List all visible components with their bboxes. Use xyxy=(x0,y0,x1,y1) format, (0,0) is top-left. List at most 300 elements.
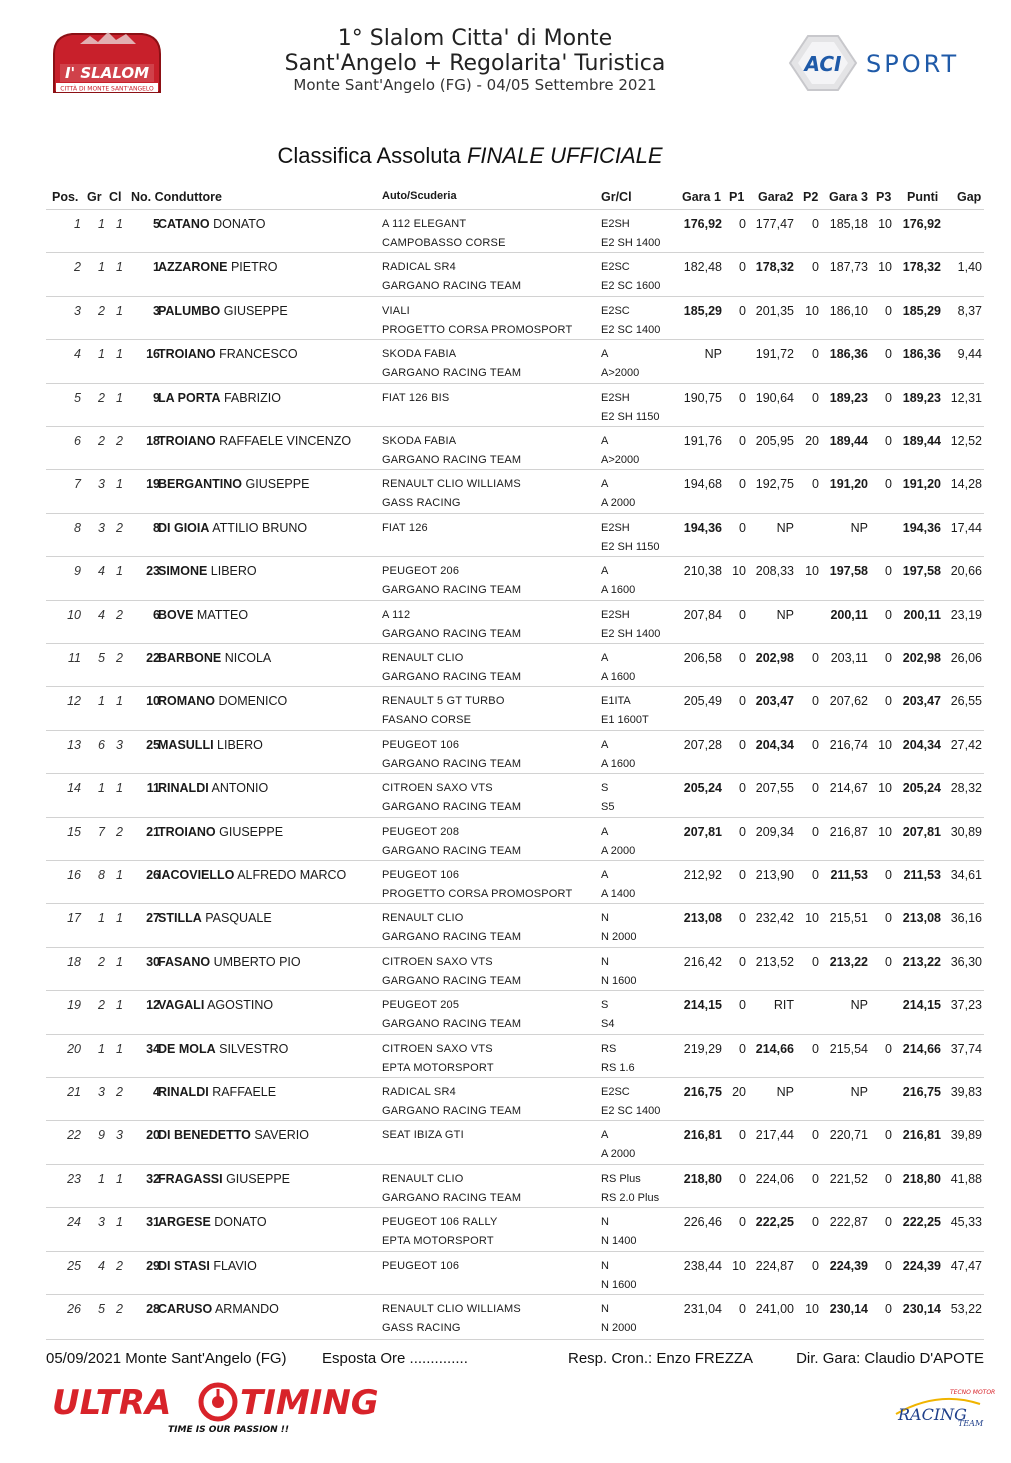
p2-cell: 0 xyxy=(812,1041,819,1056)
p3-cell: 0 xyxy=(885,303,892,318)
driver-surname: TROIANO xyxy=(158,347,216,362)
table-row xyxy=(46,209,984,253)
team-cell: FASANO CORSE xyxy=(382,714,472,727)
driver-firstname: GIUSEPPE xyxy=(226,1171,290,1186)
gap-cell: 37,74 xyxy=(950,1041,982,1056)
driver-cell xyxy=(158,608,248,622)
group-cell: S xyxy=(601,782,609,795)
race-number-cell: 27 xyxy=(146,911,160,926)
gara2-cell: 232,42 xyxy=(755,911,794,926)
group-cell: N xyxy=(601,912,609,925)
pos-cell: 21 xyxy=(67,1085,81,1099)
pos-cell: 14 xyxy=(67,781,81,796)
car-cell: PEUGEOT 106 xyxy=(382,869,460,881)
group-rank-cell: 5 xyxy=(98,1302,105,1316)
table-row xyxy=(46,817,984,861)
table-row xyxy=(46,990,984,1034)
gara3-cell: 216,74 xyxy=(829,737,868,752)
p2-cell: 0 xyxy=(812,347,819,362)
race-number-cell: 30 xyxy=(146,954,160,969)
gara3-cell: 185,18 xyxy=(829,217,868,231)
p3-cell: 0 xyxy=(885,390,892,405)
driver-cell xyxy=(158,955,301,969)
pos-cell: 25 xyxy=(67,1258,81,1273)
gara2-cell: 214,66 xyxy=(755,1041,794,1056)
car-cell: PEUGEOT 206 xyxy=(382,565,460,578)
class-rank-cell: 1 xyxy=(116,694,123,709)
gara1-cell: 185,29 xyxy=(683,303,722,318)
gara3-cell: 187,73 xyxy=(829,260,868,275)
class-cell: A>2000 xyxy=(601,367,640,380)
class-cell: A 1600 xyxy=(601,757,636,770)
team-cell: GARGANO RACING TEAM xyxy=(382,627,522,640)
group-rank-cell: 1 xyxy=(98,1171,105,1186)
driver-surname: ARGESE xyxy=(158,1215,211,1230)
pos-cell: 2 xyxy=(74,260,81,275)
class-rank-cell: 2 xyxy=(116,1085,123,1099)
gara1-cell: 194,36 xyxy=(683,520,722,535)
driver-cell xyxy=(158,738,263,752)
driver-firstname: SILVESTRO xyxy=(219,1041,289,1056)
points-cell: 191,20 xyxy=(902,477,941,492)
car-cell: RENAULT CLIO WILLIAMS xyxy=(382,1303,521,1315)
class-rank-cell: 2 xyxy=(116,1302,123,1316)
table-row xyxy=(46,1077,984,1121)
driver-surname: LA PORTA xyxy=(158,390,221,405)
gap-cell: 41,88 xyxy=(950,1171,982,1186)
p2-cell: 0 xyxy=(812,217,819,231)
ultra-text: ULTRA xyxy=(52,1383,172,1423)
group-rank-cell: 3 xyxy=(98,1085,105,1099)
gara2-cell: 213,90 xyxy=(755,868,794,882)
col-gara1: Gara 1 xyxy=(682,190,721,204)
driver-firstname: DONATO xyxy=(213,217,266,231)
driver-cell xyxy=(158,998,273,1012)
p3-cell: 0 xyxy=(885,1171,892,1186)
driver-cell xyxy=(158,1215,267,1229)
points-cell: 202,98 xyxy=(902,651,941,665)
pos-cell: 5 xyxy=(74,390,81,405)
table-header xyxy=(0,190,1011,208)
points-cell: 185,29 xyxy=(902,303,941,318)
driver-firstname: GIUSEPPE xyxy=(223,303,288,318)
p3-cell: 0 xyxy=(885,434,892,448)
p2-cell: 0 xyxy=(812,260,819,275)
ultra-tagline: TIME IS OUR PASSION !! xyxy=(168,1425,289,1435)
team-cell: PROGETTO CORSA PROMOSPORT xyxy=(382,323,573,336)
class-cell: A>2000 xyxy=(601,454,640,466)
gara2-cell: 192,75 xyxy=(755,477,794,492)
col-cl: Cl xyxy=(109,190,122,204)
p2-cell: 20 xyxy=(805,434,819,448)
slalom-logo-text: I' SLALOM xyxy=(64,64,150,82)
p3-cell: 0 xyxy=(885,954,892,969)
driver-firstname: LIBERO xyxy=(217,737,263,752)
race-number-cell: 26 xyxy=(146,868,160,882)
group-cell: A xyxy=(601,825,609,838)
class-rank-cell: 1 xyxy=(116,954,123,969)
driver-surname: PALUMBO xyxy=(158,303,221,318)
driver-cell xyxy=(158,217,265,231)
group-cell: E2SH xyxy=(601,521,630,534)
p1-cell: 0 xyxy=(739,434,746,448)
class-rank-cell: 1 xyxy=(116,217,123,231)
gara2-cell: 191,72 xyxy=(755,347,794,362)
gara2-cell: 177,47 xyxy=(755,217,794,231)
class-cell: S5 xyxy=(601,801,615,814)
team-cell: GARGANO RACING TEAM xyxy=(382,757,522,770)
car-cell: A 112 ELEGANT xyxy=(382,218,467,230)
class-cell: E2 SH 1150 xyxy=(601,540,660,553)
p2-cell: 0 xyxy=(812,651,819,665)
p1-cell: 0 xyxy=(739,954,746,969)
driver-cell xyxy=(158,477,309,491)
driver-cell xyxy=(158,694,287,708)
driver-cell xyxy=(158,564,257,578)
p1-cell: 0 xyxy=(739,1302,746,1316)
p2-cell: 10 xyxy=(805,1302,819,1316)
gap-cell: 34,61 xyxy=(950,868,982,882)
table-row xyxy=(46,947,984,991)
car-cell: RENAULT CLIO xyxy=(382,912,464,925)
driver-surname: TROIANO xyxy=(158,824,216,839)
p1-cell: 0 xyxy=(739,998,746,1013)
race-number-cell: 32 xyxy=(146,1171,160,1186)
driver-surname: IACOVIELLO xyxy=(158,868,235,882)
points-cell: 224,39 xyxy=(902,1258,941,1273)
p1-cell: 0 xyxy=(739,1171,746,1186)
gara3-cell: 216,87 xyxy=(829,824,868,839)
gara1-cell: 190,75 xyxy=(683,390,722,405)
car-cell: RENAULT 5 GT TURBO xyxy=(382,695,505,708)
car-cell: FIAT 126 xyxy=(382,521,428,534)
group-rank-cell: 9 xyxy=(98,1128,105,1143)
group-rank-cell: 1 xyxy=(98,217,105,231)
driver-cell xyxy=(158,1042,288,1056)
p2-cell: 0 xyxy=(812,477,819,492)
slalom-logo xyxy=(50,28,164,96)
gap-cell: 27,42 xyxy=(950,737,982,752)
p3-cell: 0 xyxy=(885,477,892,492)
pos-cell: 20 xyxy=(67,1041,81,1056)
driver-surname: MASULLI xyxy=(158,737,214,752)
gara2-cell: 207,55 xyxy=(755,781,794,796)
points-cell: 194,36 xyxy=(902,520,941,535)
pos-cell: 24 xyxy=(67,1215,81,1230)
points-cell: 222,25 xyxy=(902,1215,941,1230)
car-cell: RADICAL SR4 xyxy=(382,1086,456,1098)
class-cell: E2 SH 1400 xyxy=(601,627,661,640)
race-number-cell: 3 xyxy=(153,303,160,318)
col-pos: Pos. xyxy=(52,190,79,204)
gara1-cell: 207,84 xyxy=(683,607,722,622)
team-cell: GARGANO RACING TEAM xyxy=(382,1018,522,1031)
group-cell: N xyxy=(601,1216,609,1229)
gara2-cell: 224,87 xyxy=(755,1258,794,1273)
team-cell: PROGETTO CORSA PROMOSPORT xyxy=(382,888,573,900)
p3-cell: 10 xyxy=(878,781,892,796)
p3-cell: 0 xyxy=(885,1215,892,1230)
group-rank-cell: 6 xyxy=(98,737,105,752)
driver-firstname: PIETRO xyxy=(230,260,278,275)
class-cell: E2 SC 1600 xyxy=(601,280,661,293)
car-cell: PEUGEOT 106 xyxy=(382,738,460,751)
driver-cell xyxy=(158,1085,276,1099)
car-cell: RADICAL SR4 xyxy=(382,261,456,274)
driver-surname: BERGANTINO xyxy=(158,477,243,492)
pos-cell: 16 xyxy=(67,868,81,882)
group-cell: A xyxy=(601,348,609,361)
table-row xyxy=(46,1120,984,1164)
p1-cell: 0 xyxy=(739,651,746,665)
race-number-cell: 19 xyxy=(146,477,160,492)
class-rank-cell: 1 xyxy=(116,1171,123,1186)
points-cell: 213,22 xyxy=(902,954,941,969)
p3-cell: 10 xyxy=(878,217,892,231)
gara2-cell: 205,95 xyxy=(755,434,794,448)
driver-cell xyxy=(158,1259,257,1273)
driver-cell xyxy=(158,347,298,361)
event-title xyxy=(230,26,720,76)
gara1-cell: 207,28 xyxy=(683,737,722,752)
classification-title-normal: Classifica Assoluta xyxy=(277,143,467,168)
race-number-cell: 5 xyxy=(153,217,160,231)
race-number-cell: 8 xyxy=(153,520,160,535)
class-rank-cell: 1 xyxy=(116,1215,123,1230)
class-cell: RS 1.6 xyxy=(601,1061,635,1074)
gara3-cell: 215,51 xyxy=(829,911,868,926)
p3-cell: 0 xyxy=(885,564,892,579)
gara1-cell: 216,81 xyxy=(683,1128,722,1143)
driver-firstname: LIBERO xyxy=(210,564,257,579)
driver-surname: CATANO xyxy=(158,217,210,231)
gara3-cell: 211,53 xyxy=(830,868,868,882)
group-rank-cell: 1 xyxy=(98,260,105,275)
driver-firstname: MATTEO xyxy=(196,607,249,622)
aci-sport-logo xyxy=(786,30,976,96)
driver-firstname: RAFFAELE xyxy=(212,1085,277,1099)
table-row xyxy=(46,426,984,470)
gara3-cell: 215,54 xyxy=(829,1041,868,1056)
class-cell: A 1600 xyxy=(601,584,636,597)
ultra-timing-logo xyxy=(52,1378,379,1436)
group-rank-cell: 1 xyxy=(98,911,105,926)
class-rank-cell: 1 xyxy=(116,477,123,492)
driver-firstname: RAFFAELE VINCENZO xyxy=(219,434,352,448)
pos-cell: 12 xyxy=(67,694,81,709)
driver-surname: RINALDI xyxy=(158,781,209,796)
points-cell: 230,14 xyxy=(902,1302,941,1316)
race-number-cell: 6 xyxy=(153,607,160,622)
group-rank-cell: 2 xyxy=(98,303,105,318)
table-row xyxy=(46,252,984,296)
group-rank-cell: 7 xyxy=(98,824,105,839)
gara2-cell: 178,32 xyxy=(755,260,794,275)
table-row xyxy=(46,1034,984,1078)
gap-cell: 1,40 xyxy=(957,260,982,275)
points-cell: 205,24 xyxy=(902,781,941,796)
gara1-cell: 231,04 xyxy=(683,1302,722,1316)
group-rank-cell: 1 xyxy=(98,347,105,362)
class-cell: N 1400 xyxy=(601,1235,637,1248)
gara3-cell: 203,11 xyxy=(830,651,868,665)
gara1-cell: 207,81 xyxy=(683,824,722,839)
p3-cell: 0 xyxy=(885,1258,892,1273)
class-cell: A 2000 xyxy=(601,1148,636,1161)
gap-cell: 53,22 xyxy=(950,1302,982,1316)
gap-cell: 45,33 xyxy=(950,1215,982,1230)
group-cell: RS Plus xyxy=(601,1172,641,1185)
group-rank-cell: 3 xyxy=(98,1215,105,1230)
driver-surname: TROIANO xyxy=(158,434,216,448)
gara1-cell: 216,42 xyxy=(683,954,722,969)
racing-sub-text: TEAM xyxy=(958,1419,984,1428)
driver-cell xyxy=(158,1172,290,1186)
driver-surname: AZZARONE xyxy=(158,260,228,275)
driver-cell xyxy=(158,651,271,665)
gara3-cell: 222,87 xyxy=(829,1215,868,1230)
points-cell: 211,53 xyxy=(903,868,941,882)
group-cell: E2SC xyxy=(601,304,630,317)
gara1-cell: 205,24 xyxy=(683,781,722,796)
driver-firstname: ARMANDO xyxy=(214,1302,279,1316)
driver-surname: BOVE xyxy=(158,607,194,622)
table-row xyxy=(46,686,984,730)
team-cell: GARGANO RACING TEAM xyxy=(382,671,522,683)
group-cell: E2SH xyxy=(601,218,630,230)
gara3-cell: 213,22 xyxy=(829,954,868,969)
p3-cell: 10 xyxy=(878,737,892,752)
group-cell: S xyxy=(601,999,609,1012)
gara3-cell: 207,62 xyxy=(829,694,868,709)
driver-firstname: SAVERIO xyxy=(254,1128,309,1143)
p1-cell: 0 xyxy=(739,824,746,839)
gara3-cell: NP xyxy=(850,520,868,535)
gara1-cell: 214,15 xyxy=(683,998,722,1013)
pos-cell: 6 xyxy=(74,434,81,448)
team-cell: GARGANO RACING TEAM xyxy=(382,280,522,293)
table-row xyxy=(46,1164,984,1208)
aci-mark: ACI xyxy=(804,52,842,76)
gara1-cell: 212,92 xyxy=(683,868,722,882)
driver-cell xyxy=(158,781,268,795)
p1-cell: 0 xyxy=(739,520,746,535)
gara2-cell: 190,64 xyxy=(755,390,794,405)
race-number-cell: 25 xyxy=(146,737,160,752)
race-number-cell: 10 xyxy=(146,694,160,709)
p1-cell: 0 xyxy=(739,260,746,275)
group-rank-cell: 4 xyxy=(98,607,105,622)
pos-cell: 13 xyxy=(67,737,81,752)
points-cell: 216,81 xyxy=(902,1128,941,1143)
p3-cell: 0 xyxy=(885,347,892,362)
group-rank-cell: 1 xyxy=(98,1041,105,1056)
gap-cell: 36,16 xyxy=(950,911,982,926)
p2-cell: 0 xyxy=(812,1128,819,1143)
gap-cell: 8,37 xyxy=(957,303,982,318)
gara3-cell: 200,11 xyxy=(830,607,868,622)
p3-cell: 10 xyxy=(878,260,892,275)
group-rank-cell: 3 xyxy=(98,477,105,492)
gara3-cell: 189,23 xyxy=(829,390,868,405)
race-number-cell: 20 xyxy=(146,1128,160,1143)
team-cell: GARGANO RACING TEAM xyxy=(382,1191,522,1204)
driver-cell xyxy=(158,434,351,448)
group-cell: N xyxy=(601,1259,609,1272)
driver-cell xyxy=(158,868,346,882)
gara3-cell: 224,39 xyxy=(829,1258,868,1273)
car-cell: SKODA FABIA xyxy=(382,348,457,361)
driver-firstname: FRANCESCO xyxy=(219,347,298,362)
class-rank-cell: 1 xyxy=(116,1041,123,1056)
race-number-cell: 23 xyxy=(146,564,160,579)
p3-cell: 0 xyxy=(885,607,892,622)
pos-cell: 19 xyxy=(67,998,81,1013)
car-cell: PEUGEOT 205 xyxy=(382,999,460,1012)
col-grcl: Gr/Cl xyxy=(601,190,632,204)
gara1-cell: 238,44 xyxy=(683,1258,722,1273)
gara1-cell: 182,48 xyxy=(683,260,722,275)
group-rank-cell: 5 xyxy=(98,651,105,665)
p2-cell: 10 xyxy=(805,564,819,579)
p2-cell: 0 xyxy=(812,868,819,882)
class-rank-cell: 3 xyxy=(116,737,123,752)
points-cell: 189,23 xyxy=(902,390,941,405)
car-cell: CITROEN SAXO VTS xyxy=(382,955,493,968)
classification-title xyxy=(0,143,940,169)
gara3-cell: 189,44 xyxy=(829,434,868,448)
driver-cell xyxy=(158,260,277,274)
p3-cell: 10 xyxy=(878,824,892,839)
gap-cell: 39,89 xyxy=(950,1128,982,1143)
team-cell: GASS RACING xyxy=(382,1322,461,1334)
car-cell: CITROEN SAXO VTS xyxy=(382,1042,493,1055)
driver-cell xyxy=(158,1302,279,1316)
gap-cell: 26,55 xyxy=(950,694,982,709)
points-cell: 200,11 xyxy=(903,607,941,622)
car-cell: CITROEN SAXO VTS xyxy=(382,782,493,795)
p2-cell: 10 xyxy=(805,911,819,926)
gara3-cell: NP xyxy=(850,1085,868,1099)
group-rank-cell: 2 xyxy=(98,998,105,1013)
driver-surname: DI GIOIA xyxy=(158,520,210,535)
col-no-driver: No. Conduttore xyxy=(131,190,222,204)
driver-surname: DI STASI xyxy=(158,1258,210,1273)
driver-surname: VAGALI xyxy=(158,998,205,1013)
race-number-cell: 31 xyxy=(146,1215,160,1230)
gara2-cell: 203,47 xyxy=(755,694,794,709)
pos-cell: 10 xyxy=(67,607,81,622)
driver-surname: DE MOLA xyxy=(158,1041,216,1056)
race-number-cell: 34 xyxy=(146,1041,160,1056)
class-cell: A 2000 xyxy=(601,497,636,510)
driver-surname: SIMONE xyxy=(158,564,208,579)
driver-firstname: AGOSTINO xyxy=(207,998,274,1013)
race-number-cell: 21 xyxy=(146,824,160,839)
table-row xyxy=(46,469,984,513)
table-row xyxy=(46,600,984,644)
gara1-cell: 191,76 xyxy=(683,434,722,448)
group-cell: A xyxy=(601,738,609,751)
gara1-cell: 210,38 xyxy=(683,564,722,579)
driver-cell xyxy=(158,825,283,839)
gap-cell: 37,23 xyxy=(950,998,982,1013)
gara1-cell: 194,68 xyxy=(683,477,722,492)
p2-cell: 0 xyxy=(812,1258,819,1273)
gara2-cell: 213,52 xyxy=(755,954,794,969)
table-row xyxy=(46,773,984,817)
team-cell: GARGANO RACING TEAM xyxy=(382,1105,522,1117)
